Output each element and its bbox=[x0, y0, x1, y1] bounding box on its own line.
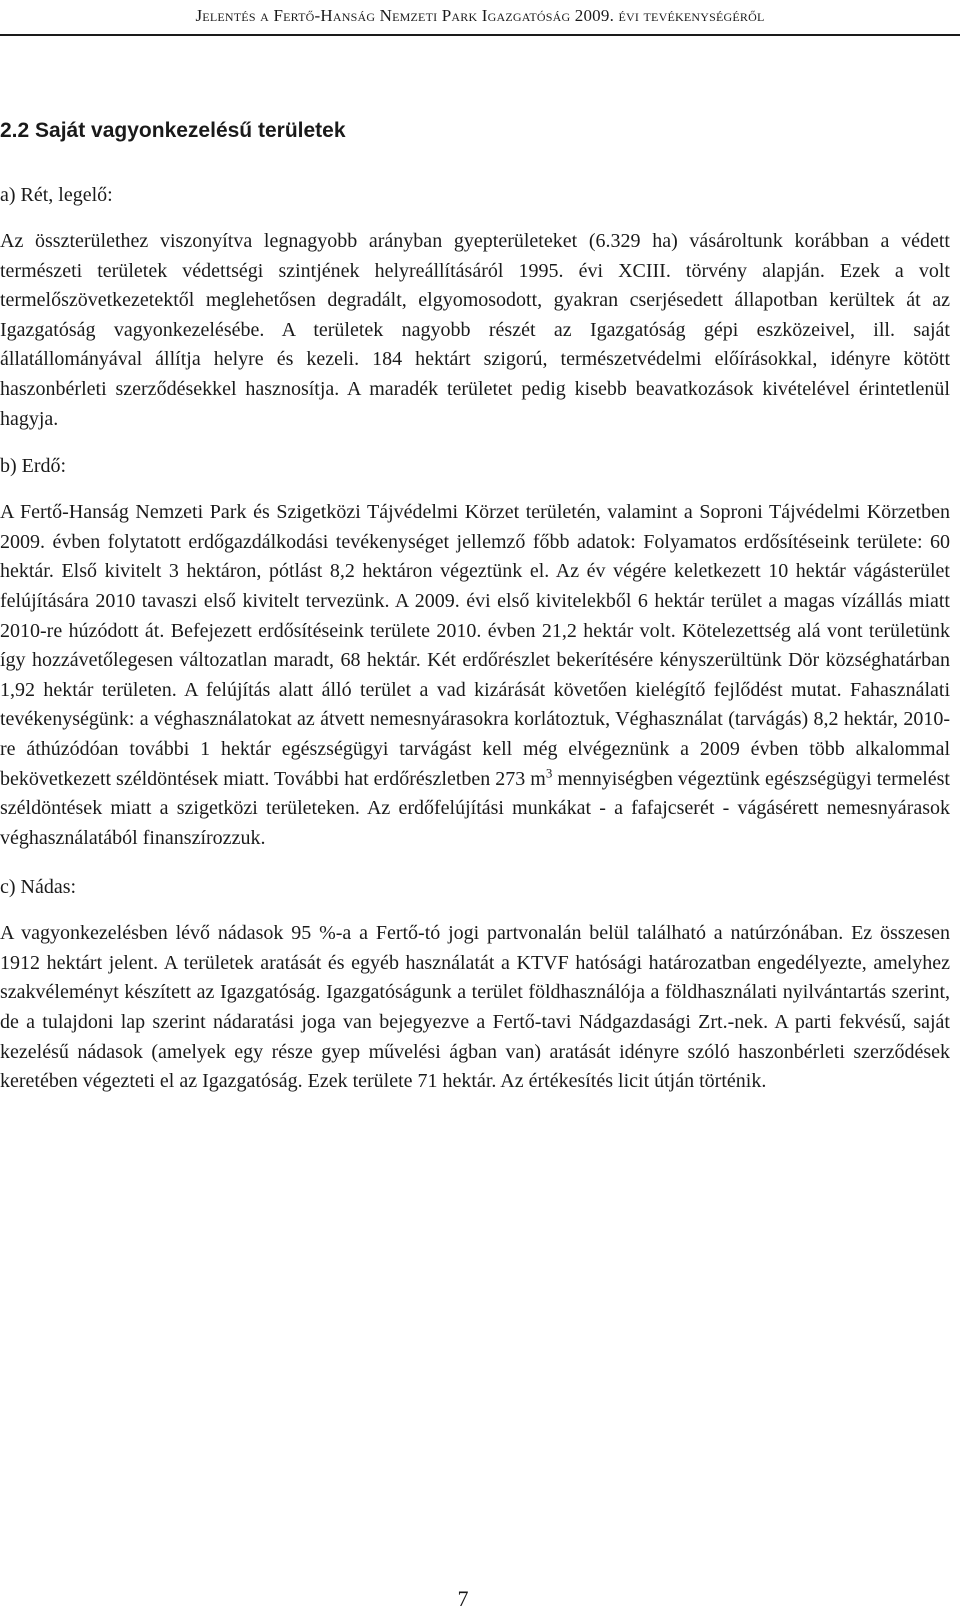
paragraph-erdo-part-2: mennyiségben végeztünk egészségügyi termelést széldöntések miatt a szigetközi területeken. Az erdőfelújítási munkákat - a fafajcserét - vágásérett nemesnyárasok véghasználatából finanszírozzuk. bbox=[0, 767, 950, 849]
cubic-superscript: 3 bbox=[545, 764, 553, 780]
page-number: 7 bbox=[457, 1586, 469, 1611]
subsection-heading-erdo: b) Erdő: bbox=[0, 455, 67, 478]
paragraph-ret-legelo: Az összterülethez viszonyítva legnagyobb arányban gyepterületeket (6.329 ha) vásároltunk korábban a védett természeti területek védettségi szintjének helyreállításáról 1995. évi XCIII. törvény alapján. Ezek a volt termelőszövetkezetektől meglehetősen degradált, elgyomosodott, gyakran cserjésedett állapotban kerültek át az Igazgatóság vagyonkezelésébe. A területek nagyobb részét az Igazgatóság gépi eszközeivel, ill. saját állatállományával állítja helyre és kezeli. 184 hektárt szigorú, természetvédelmi előírásokkal, idényre kötött haszonbérleti szerződésekkel hasznosítja. A maradék területet pedig kisebb beavatkozások kivételével érintetlenül hagyja. bbox=[0, 230, 950, 430]
subsection-heading-ret-legelo: a) Rét, legelő: bbox=[0, 184, 113, 206]
paragraph-erdo-part-1: A Fertő-Hanság Nemzeti Park és Szigetközi Tájvédelmi Körzet területén, valamint a Soproni Tájvédelmi Körzetben 2009. évben folytatott erdőgazdálkodási tevékenységet jellemző főbb adatok: Folyamatos erdősítéseink területe: 60 hektár. Első kivitelt 3 hektáron, pótlást 8,2 hektáron végeztünk el. Az év végére keletkezett 10 hektár vágásterület felújítására 2010 tavaszi első kivitelt tervezünk. A 2009. évi első kivitelekből 6 hektár terület a magas vízállás miatt 2010-re húzódott át. Befejezett erdősítéseink területe 2010. évben 21,2 hektár volt. Kötelezettség alá vont területünk így hozzávetőlegesen változatlan maradt, 68 hektár. Két erdőrészlet bekerítésére kényszerültünk Dör községhatárban 1,92 hektár területen. A felújítás alatt álló terület a vad kizárását követően kielégítő fejlődést mutat. Fahasználati tevékenységünk: a véghasználatokat az átvett nemesnyárasokra korlátoztuk, Véghasználat (tarvágás) 8,2 hektár, 2010-re áthúzódóan további 1 hektár egészségügyi tarvágást kell még elvégeznünk a 2009 évben több alkalommal bekövetkezett széldöntések miatt. További hat erdőrészletben 273 m bbox=[0, 501, 950, 790]
header-rule bbox=[0, 34, 960, 36]
paragraph-erdo bbox=[0, 498, 950, 853]
paragraph-nadas: A vagyonkezelésben lévő nádasok 95 %-a a Fertő-tó jogi partvonalán belül található a natúrzónában. Ez összesen 1912 hektárt jelent. A területek aratását és egyéb használatát a KTVF hatósági határozatban engedélyezte, amelyhez szakvéleményt készített az Igazgatóság. Igazgatóságunk a terület földhasználója a földhasználati nyilvántartás szerint, de a tulajdoni lap szerint nádaratási joga van bejegyezve a Fertő-tavi Nádgazdasági Zrt.-nek. A parti fekvésű, saját kezelésű nádasok (amelyek egy része gyep művelési ágban van) aratását idényre szóló haszonbérleti szerződések keretében végezteti el az Igazgatóság. Ezek területe 71 hektár. Az értékesítés licit útján történik. bbox=[0, 922, 950, 1093]
section-title: 2.2 Saját vagyonkezelésű területek bbox=[0, 119, 346, 142]
running-header: Jelentés a Fertő-Hanság Nemzeti Park Igazgatóság 2009. évi tevékenységéről bbox=[195, 6, 765, 25]
document-body bbox=[0, 118, 950, 1115]
subsection-heading-nadas: c) Nádas: bbox=[0, 876, 77, 899]
